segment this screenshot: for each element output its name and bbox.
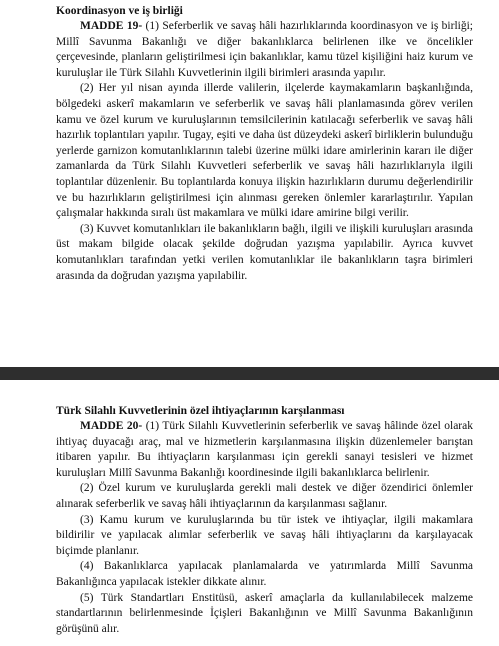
- article-19-paragraph-2: (2) Her yıl nisan ayında illerde valilerin, ilçelerde kaymakamların başkanlığında, bölgedeki askerî makamların ve seferberlik ve savaş hâli planlamasında görev verilen kamu ve özel kurum ve kuruluşlarının temsilcilerinin katılacağı seferberlik ve savaş hâli hazırlık toplantıları yapılır. Tugay, eşiti ve daha üst düzeydeki askerî birliklerin bulunduğu yerlerde garnizon komutanlıklarının talebi üzerine mülki idare amirlerinin kararı ile diğer zamanlarda da Türk Silahlı Kuvvetleri seferberlik ve savaş hâli hazırlıklarıyla ilgili toplantılar düzenlenir. Bu toplantılarda konuya ilişkin hazırlıkların durumu değerlendirilir ve bu hazırlıkların geliştirilmesi için alınması gereken önlemler kararlaştırılır. Yapılan çalışmalar hakkında sıralı üst makamlara ve mülki idare amirine bilgi verilir.: [56, 82, 473, 220]
- article-19-section: [56, 4, 473, 284]
- article-19-heading: Koordinasyon ve iş birliği: [56, 5, 183, 17]
- article-20-label: MADDE 20-: [80, 420, 143, 432]
- article-20-paragraph-4: (4) Bakanlıklarca yapılacak planlamalarda ve yatırımlarda Millî Savunma Bakanlığınca yapılacak istekler dikkate alınır.: [56, 560, 473, 588]
- article-19-paragraph-1: [56, 19, 473, 81]
- article-20-paragraph-1: [56, 419, 473, 481]
- article-20-paragraph-2: (2) Özel kurum ve kuruluşlarda gerekli mali destek ve diğer özendirici önlemler alınarak seferberlik ve savaş hâli ihtiyaçlarının da karşılanması sağlanır.: [56, 482, 473, 510]
- article-20-section: [56, 404, 473, 637]
- article-19-label: MADDE 19-: [80, 20, 143, 32]
- page-divider: [0, 367, 499, 380]
- article-20-heading: Türk Silahlı Kuvvetlerinin özel ihtiyaçlarının karşılanması: [56, 405, 345, 417]
- article-20-paragraph-5: (5) Türk Standartları Enstitüsü, askerî amaçlarla da kullanılabilecek malzeme standartlarının belirlenmesinde İçişleri Bakanlığının ve Millî Savunma Bakanlığının görüşünü alır.: [56, 591, 473, 635]
- paragraph-text: (1) Türk Silahlı Kuvvetlerinin seferberlik ve savaş hâlinde özel olarak ihtiyaç duyacağı araç, mal ve hizmetlerin karşılanmasına ilişkin düzenlemeler barıştan itibaren yapılır. Bu ihtiyaçların karşılanması için gerekli sanayi tesisleri ve hizmet kuruluşları Millî Savunma Bakanlığı koordinesinde ilgili bakanlıklarca belirlenir.: [56, 420, 473, 479]
- paragraph-text: (1) Seferberlik ve savaş hâli hazırlıklarında koordinasyon ve iş birliği; Millî Savunma Bakanlığı ve diğer bakanlıklarca belirlenen ilke ve öncelikler çerçevesinde, planların geliştirilmesi için bakanlıklar, kamu tüzel kişiliğini haiz kurum ve kuruluşlar ile Türk Silahlı Kuvvetlerinin ilgili birimleri arasında yapılır.: [56, 20, 473, 79]
- article-19-paragraph-3: (3) Kuvvet komutanlıkları ile bakanlıkların bağlı, ilgili ve ilişkili kuruluşları arasında üst makam bilgide olacak şekilde doğrudan yazışma yapılabilir. Ayrıca kuvvet komutanlıkları tarafından yetki verilen komutanlıklar ile bakanlıkların taşra birimleri arasında da doğrudan yazışma yapılabilir.: [56, 222, 473, 282]
- article-20-paragraph-3: (3) Kamu kurum ve kuruluşlarında bu tür istek ve ihtiyaçlar, ilgili makamlara bildirilir ve yapılacak alımlar seferberlik ve savaş hâli ihtiyaçlarını da karşılayacak biçimde planlanır.: [56, 513, 473, 557]
